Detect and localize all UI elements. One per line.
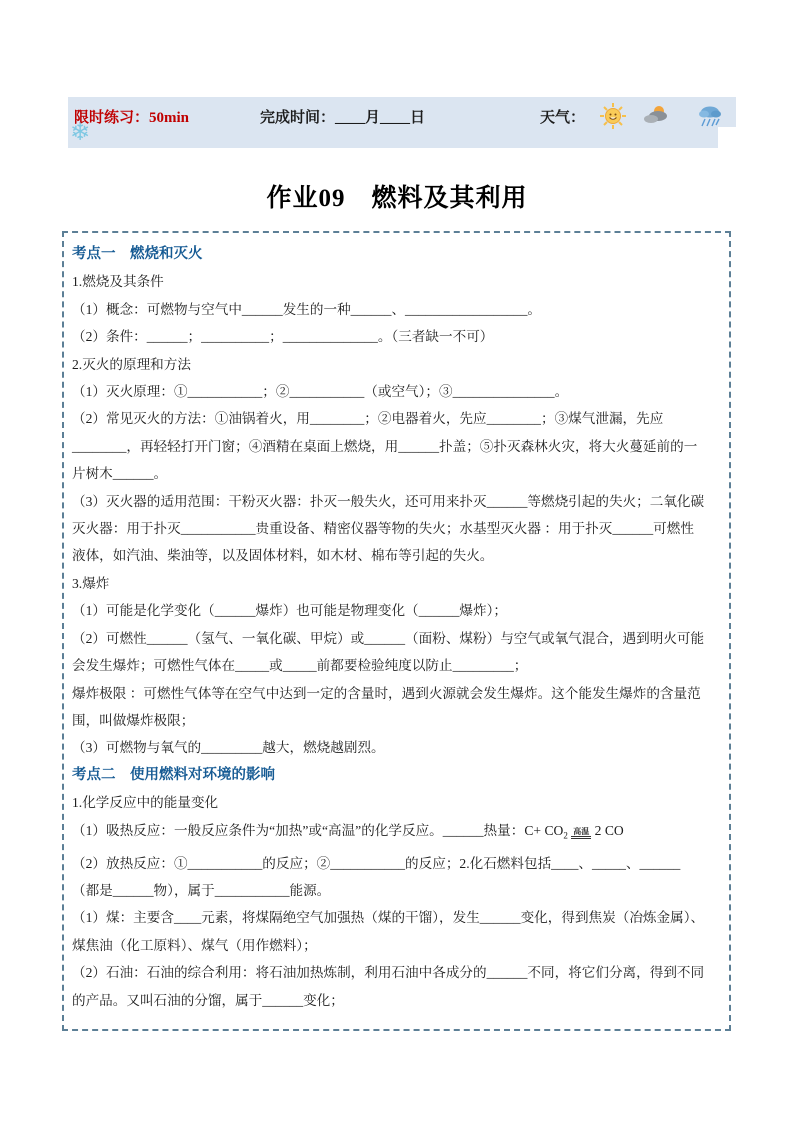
content-line: 1.燃烧及其条件 (72, 274, 164, 290)
worksheet-lines (72, 241, 723, 1014)
content-line: （3）灭火器的适用范围：干粉灭火器：扑灭一般失火，还可用来扑灭______等燃烧引起的失火；二氧化碳 (72, 493, 705, 509)
sunny-icon (599, 102, 627, 130)
content-line: 的产品。又叫石油的分馏，属于______变化； (72, 992, 344, 1008)
content-line: 2.灭火的原理和方法 (72, 356, 191, 372)
header-bar-notch (718, 127, 736, 148)
content-line: （1）煤：主要含____元素，将煤隔绝空气加强热（煤的干馏），发生______变化，得到焦炭（冶炼金属）、 (72, 910, 705, 926)
snowflake-icon: ❄ (70, 118, 91, 146)
partly-cloudy-icon (642, 102, 670, 130)
content-line: ________，再轻轻打开门窗；④酒精在桌面上燃烧，用______扑盖；⑤扑灭森林火灾，将大火蔓延前的一 (72, 438, 698, 454)
content-line: （1）吸热反应：一般反应条件为“加热”或“高温”的化学反应。______热量：$C+ CO_2$ 高温 2 CO (72, 822, 624, 841)
content-line: （3）可燃物与氧气的_________越大，燃烧越剧烈。 (72, 740, 385, 756)
content-line: 液体，如汽油、柴油等，以及固体材料，如木材、棉布等引起的失火。 (72, 548, 494, 564)
content-line: （1）灭火原理：①___________；②___________（或空气）；③_______________。 (72, 384, 569, 400)
content-line: 片树木______。 (72, 466, 168, 482)
content-line: （都是______物），属于___________能源。 (72, 883, 331, 899)
content-line: 煤焦油（化工原料）、煤气（用作燃料）； (72, 937, 317, 953)
section-heading: 考点二 使用燃料对环境的影响 (72, 766, 275, 783)
reaction-condition-label: 高温 (571, 827, 591, 839)
content-line: 1.化学反应中的能量变化 (72, 795, 219, 811)
content-line: （2）条件：______；__________；______________。（三者缺一不可） (72, 329, 494, 345)
content-line: 爆炸极限 ：可燃性气体等在空气中达到一定的含量时，遇到火源就会发生爆炸。这个能发生爆炸的含量范 (72, 685, 701, 701)
completion-time-field: 完成时间：____月____日 (260, 110, 426, 126)
section-heading: 考点一 燃烧和灭火 (72, 246, 203, 262)
time-limit-label: 限时练习：50min (74, 110, 190, 126)
content-line: （2）放热反应：①___________的反应；②___________的反应；2.化石燃料包括____、_____、______ (72, 855, 681, 871)
content-line: 灭火器：用于扑灭___________贵重设备、精密仪器等物的失火；水基型灭火器 ：用于扑灭______可燃性 (72, 521, 694, 537)
weather-label: 天气： (540, 110, 586, 126)
content-line: 3.爆炸 (72, 575, 110, 591)
rainy-icon (696, 102, 724, 130)
content-line: （2）可燃性______（氢气、一氧化碳、甲烷）或______（面粉、煤粉）与空气或氧气混合，遇到明火可能 (72, 630, 705, 646)
content-line: 围，叫做爆炸极限； (72, 712, 195, 728)
content-line: （1）概念：可燃物与空气中______发生的一种______、__________________。 (72, 301, 541, 317)
content-line: （2）石油：石油的综合利用：将石油加热炼制，利用石油中各成分的______不同，将它们分离，得到不同 (72, 965, 705, 981)
content-line: （2）常见灭火的方法：①油锅着火，用________；②电器着火，先应________；③煤气泄漏，先应 (72, 411, 664, 427)
content-line: 会发生爆炸；可燃性气体在_____或_____前都要检验纯度以防止_________； (72, 658, 528, 674)
page-title: 作业09 燃料及其利用 (266, 185, 528, 212)
header-info-bar (68, 97, 736, 148)
worksheet-box (62, 231, 731, 1031)
content-line: （1）可能是化学变化（______爆炸）也可能是物理变化（______爆炸）； (72, 603, 507, 619)
